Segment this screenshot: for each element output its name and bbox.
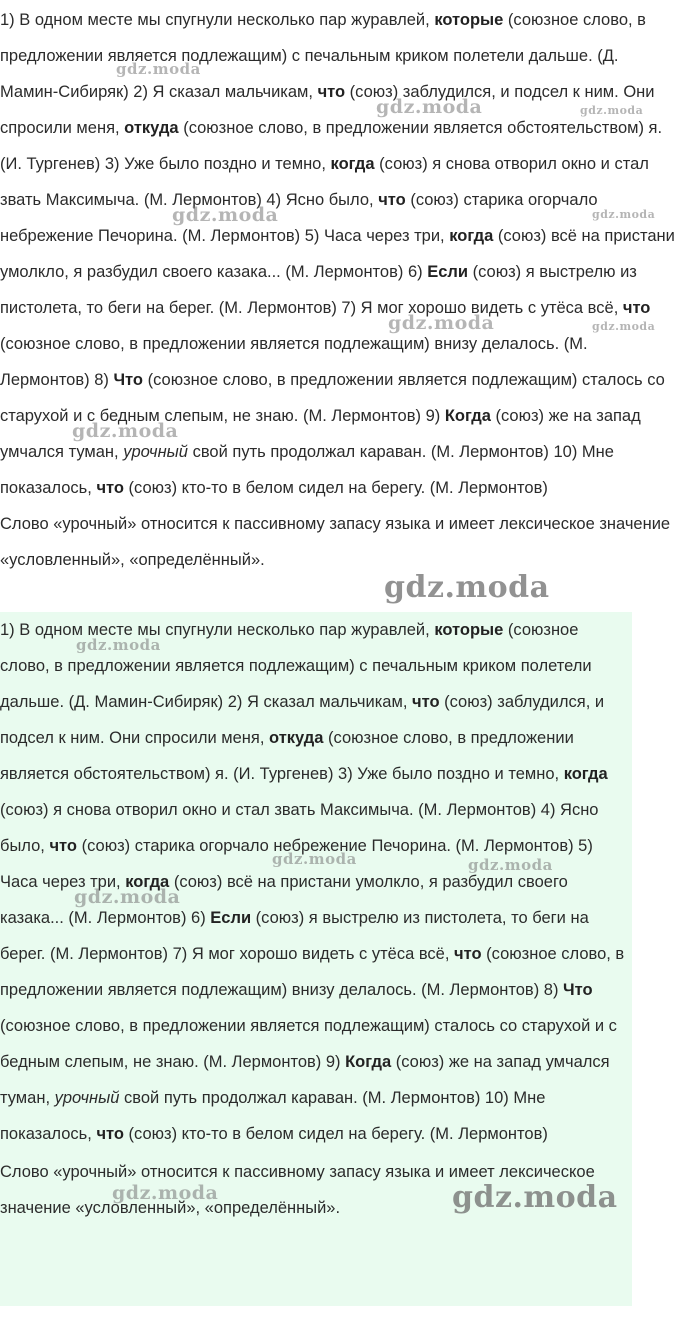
text-run: (союз) я снова отворил окно и стал звать Максимыча. (М. Лермонтов) 4) Ясно было, [0,155,649,209]
watermark: gdz.moda [76,636,161,654]
bold-word: которые [434,621,504,639]
bold-word: когда [563,765,608,783]
text-run: (союз) всё на пристани умолкло, я разбудил своего казака... (М. Лермонтов) 6) [0,227,675,281]
text-run: (союзное слово, в предложении является подлежащим) сталось со старухой и с бедным слепым, не знаю. (М. Лермонтов) 9) [0,371,665,425]
text-run: (союзное слово, в предложении является подлежащим) сталось со старухой и с бедным слепым, не знаю. (М. Лермонтов) 9) [0,1017,617,1071]
watermark: gdz.moda [384,570,550,605]
italic-word: урочный [123,443,188,461]
text-run: (союз) всё на пристани умолкло, я разбудил своего казака... (М. Лермонтов) 6) [0,873,568,927]
bold-word: что [412,693,440,711]
bold-word: Если [427,263,469,281]
watermark: gdz.moda [72,420,179,442]
text-run: свой путь продолжал караван. (М. Лермонтов) 10) Мне показалось, [0,443,614,497]
bold-word: которые [434,11,504,29]
watermark: gdz.moda [388,312,495,334]
text-run: (союз) старика огорчало небрежение Печорина. (М. Лермонтов) 5) Часа через три, [0,837,593,891]
watermark: gdz.moda [74,886,181,908]
watermark: gdz.moda [272,850,357,868]
text-run: (союзное слово, в предложении является обстоятельством) я. (И. Тургенев) 3) Уже было поздно и темно, [0,729,574,783]
text-run: (союзное слово, в предложении является подлежащим) внизу делалось. (М. Лермонтов) 8) [0,335,588,389]
answer-text-block [0,0,680,578]
text-run: (союз) кто-то в белом сидел на берегу. (М. Лермонтов) [123,1125,548,1143]
text-run: (союз) я выстрелю из пистолета, то беги на берег. (М. Лермонтов) 7) Я мог хорошо видеть с утёса всё, [0,909,589,963]
text-run: (союз) же на запад умчался туман, [0,407,641,461]
bold-word: откуда [124,119,179,137]
bold-word: что [96,479,124,497]
bold-word: когда [125,873,170,891]
bold-word: Что [113,371,144,389]
watermark: gdz.moda [592,208,656,221]
vocabulary-note: Слово «урочный» относится к пассивному запасу языка и имеет лексическое значение «условленный», «определённый». [0,515,671,569]
bold-word: Если [210,909,252,927]
text-run: (союзное слово, в предложении является обстоятельством) я. (И. Тургенев) 3) Уже было поздно и темно, [0,119,663,173]
answer-paragraph [0,612,632,1152]
vocabulary-note: Слово «урочный» относится к пассивному запасу языка и имеет лексическое значение «условленный», «определённый». [0,1163,595,1217]
watermark: gdz.moda [112,1182,219,1204]
bold-word: Что [563,981,593,999]
text-run: (союз) я выстрелю из пистолета, то беги на берег. (М. Лермонтов) 7) Я мог хорошо видеть с утёса всё, [0,263,637,317]
bold-word: когда [330,155,375,173]
bold-word: что [96,1125,124,1143]
text-run: 1) В одном месте мы спугнули несколько пар журавлей, [0,11,435,29]
watermark: gdz.moda [376,96,483,118]
watermark: gdz.moda [468,856,553,874]
bold-word: что [622,299,651,317]
text-run: (союз) я снова отворил окно и стал звать Максимыча. (М. Лермонтов) 4) Ясно было, [0,801,599,855]
bold-word: когда [449,227,494,245]
bold-word: что [49,837,77,855]
highlighted-answer-block [0,612,632,1306]
text-run: свой путь продолжал караван. (М. Лермонтов) 10) Мне показалось, [0,1089,546,1143]
text-run: (союз) старика огорчало небрежение Печорина. (М. Лермонтов) 5) Часа через три, [0,191,598,245]
watermark: gdz.moda [580,104,644,117]
text-run: (союзное слово, в предложении является подлежащим) с печальным криком полетели дальше. (Д. Мамин-Сибиряк) 2) Я сказал мальчикам, [0,11,646,101]
bold-word: что [454,945,482,963]
italic-word: урочный [54,1089,120,1107]
watermark: gdz.moda [592,320,656,333]
text-run: (союзное слово, в предложении является подлежащим) внизу делалось. (М. Лермонтов) 8) [0,945,625,999]
bold-word: Когда [345,1053,392,1071]
bold-word: что [317,83,346,101]
watermark: gdz.moda [172,204,279,226]
text-run: (союзное слово, в предложении является подлежащим) с печальным криком полетели дальше. (Д. Мамин-Сибиряк) 2) Я сказал мальчикам, [0,621,592,711]
bold-word: Когда [444,407,491,425]
text-run: (союз) же на запад умчался туман, [0,1053,610,1107]
text-run: (союз) кто-то в белом сидел на берегу. (М. Лермонтов) [123,479,548,497]
watermark: gdz.moda [116,60,201,78]
text-run: (союз) заблудился, и подсел к ним. Они спросили меня, [0,83,655,137]
text-run: 1) В одном месте мы спугнули несколько пар журавлей, [0,621,435,639]
bold-word: что [378,191,406,209]
bold-word: откуда [269,729,324,747]
answer-paragraph [0,2,680,506]
watermark: gdz.moda [452,1180,618,1215]
text-run: (союз) заблудился, и подсел к ним. Они спросили меня, [0,693,605,747]
